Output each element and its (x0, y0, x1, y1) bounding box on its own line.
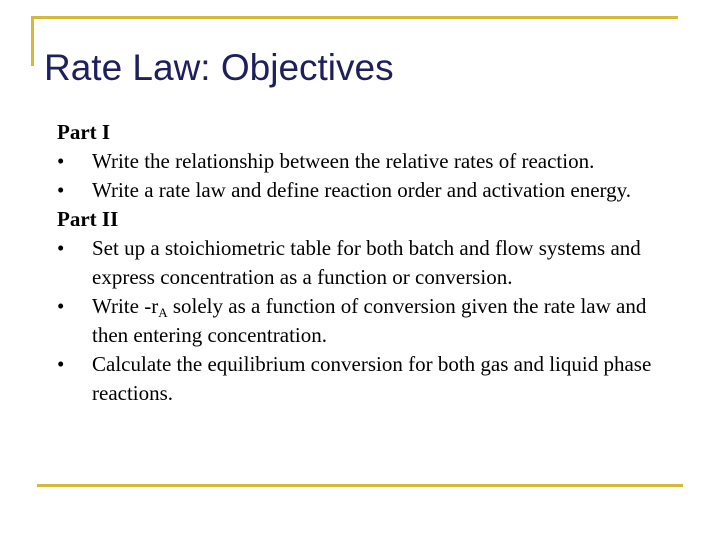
list-item (57, 234, 687, 292)
part-1-label: Part I (57, 120, 111, 144)
list-item (57, 147, 687, 176)
left-border-line (31, 16, 34, 66)
bullet-text-start: Write -r (92, 294, 159, 318)
slide-title: Rate Law: Objectives (44, 47, 394, 88)
bullet-icon: • (57, 352, 65, 376)
bullet-icon: • (57, 149, 65, 173)
bullet-text-rest: solely as a function of conversion given the rate law and then entering concentration. (92, 294, 647, 347)
list-item (57, 292, 687, 350)
bottom-border-line (37, 484, 683, 487)
list-item (57, 350, 687, 408)
bullet-text: Calculate the equilibrium conversion for both gas and liquid phase reactions. (92, 352, 652, 405)
bullet-text: Set up a stoichiometric table for both batch and flow systems and express concentration as a function or conversion. (92, 236, 641, 289)
subscript-a: A (158, 305, 168, 320)
bullet-text (92, 294, 646, 347)
bullet-icon: • (57, 236, 65, 260)
bullet-text: Write the relationship between the relative rates of reaction. (92, 149, 595, 173)
top-border-line (34, 16, 678, 19)
part-2-label: Part II (57, 207, 119, 231)
slide-body (57, 118, 687, 408)
bullet-text: Write a rate law and define reaction order and activation energy. (92, 178, 632, 202)
list-item (57, 176, 687, 205)
bullet-icon: • (57, 178, 65, 202)
bullet-icon: • (57, 294, 65, 318)
